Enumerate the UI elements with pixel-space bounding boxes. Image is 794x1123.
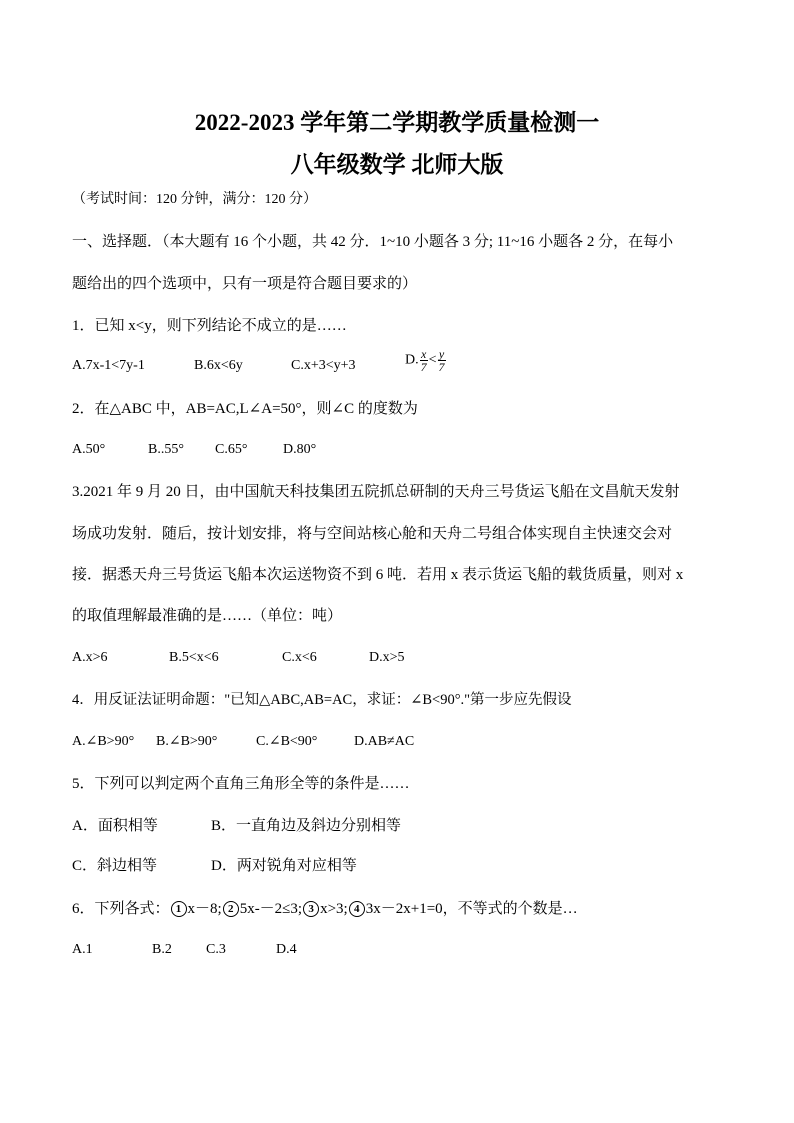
q4-option-a: A.∠B>90° xyxy=(72,734,135,749)
q1-option-d xyxy=(405,348,447,373)
q3-option-b: B.5<x<6 xyxy=(169,650,219,665)
q1-option-d-operator: < xyxy=(428,352,437,368)
q1-option-d-right-fraction xyxy=(438,348,446,373)
q5-option-b: B．一直角边及斜边分别相等 xyxy=(211,818,402,834)
section-intro-line-2: 题给出的四个选项中，只有一项是符合题目要求的） xyxy=(72,276,418,292)
q4-option-d: D.AB≠AC xyxy=(354,734,415,749)
q5-option-d: D．两对锐角对应相等 xyxy=(211,858,357,874)
q1-stem: 1．已知 x<y，则下列结论不成立的是…… xyxy=(72,318,347,334)
q6-circled-2: 2 xyxy=(223,901,239,917)
q1-option-c: C.x+3<y+3 xyxy=(291,358,356,373)
exam-subtitle: 八年级数学 北师大版 xyxy=(290,152,504,177)
q5-option-a: A．面积相等 xyxy=(72,818,158,834)
q6-stem-prefix: 6．下列各式： xyxy=(72,901,170,917)
exam-title: 2022-2023 学年第二学期教学质量检测一 xyxy=(194,110,600,135)
q1-option-b: B.6x<6y xyxy=(194,358,243,373)
q6-expr-4: 3x－2x+1=0，不等式的个数是… xyxy=(365,901,578,917)
q4-option-c: C.∠B<90° xyxy=(256,734,318,749)
q6-expr-3: x>3; xyxy=(320,901,348,917)
q6-option-d: D.4 xyxy=(276,942,297,957)
section-intro-line-1: 一、选择题．（本大题有 16 个小题，共 42 分．1~10 小题各 3 分; 11~16 小题各 2 分，在每小 xyxy=(72,234,674,250)
q3-line-2: 场成功发射．随后，按计划安排，将与空间站核心舱和天舟二号组合体实现自主快速交会对 xyxy=(72,526,673,542)
q1-d-right-denominator: 7 xyxy=(438,360,445,374)
q3-option-a: A.x>6 xyxy=(72,650,108,665)
q1-d-left-denominator: 7 xyxy=(420,360,427,374)
q5-option-c: C．斜边相等 xyxy=(72,858,158,874)
q2-option-b: B..55° xyxy=(148,442,184,457)
q6-circled-3: 3 xyxy=(303,901,319,917)
q5-stem: 5．下列可以判定两个直角三角形全等的条件是…… xyxy=(72,776,410,792)
q6-option-a: A.1 xyxy=(72,942,93,957)
q2-stem: 2．在△ABC 中，AB=AC,L∠A=50°，则∠C 的度数为 xyxy=(72,401,418,417)
q6-stem xyxy=(72,899,578,919)
q2-option-d: D.80° xyxy=(283,442,317,457)
q3-line-4: 的取值理解最准确的是……（单位：吨） xyxy=(72,608,343,624)
q1-option-d-prefix: D. xyxy=(405,352,419,368)
q3-option-d: D.x>5 xyxy=(369,650,405,665)
q2-option-c: C.65° xyxy=(215,442,248,457)
q2-option-a: A.50° xyxy=(72,442,106,457)
q6-expr-2: 5x-－2≤3; xyxy=(239,901,303,917)
q3-line-1: 3.2021 年 9 月 20 日，由中国航天科技集团五院抓总研制的天舟三号货运飞船在文昌航天发射 xyxy=(72,484,680,500)
q6-option-b: B.2 xyxy=(152,942,172,957)
q1-option-d-left-fraction xyxy=(420,348,428,373)
q4-option-b: B.∠B>90° xyxy=(156,734,218,749)
q6-expr-1: x－8; xyxy=(187,901,222,917)
q3-line-3: 接．据悉天舟三号货运飞船本次运送物资不到 6 吨．若用 x 表示货运飞船的载货质量，则对 x xyxy=(72,567,684,583)
q1-option-a: A.7x-1<7y-1 xyxy=(72,358,145,373)
exam-info: （考试时间：120 分钟，满分：120 分） xyxy=(72,192,317,207)
q6-circled-1: 1 xyxy=(171,901,187,917)
q3-option-c: C.x<6 xyxy=(282,650,317,665)
q6-option-c: C.3 xyxy=(206,942,226,957)
q1-d-right-numerator: y xyxy=(438,347,445,361)
q6-circled-4: 4 xyxy=(349,901,365,917)
q4-stem: 4．用反证法证明命题："已知△ABC,AB=AC，求证：∠B<90°."第一步应先假设 xyxy=(72,692,572,708)
q1-d-left-numerator: x xyxy=(420,347,427,361)
